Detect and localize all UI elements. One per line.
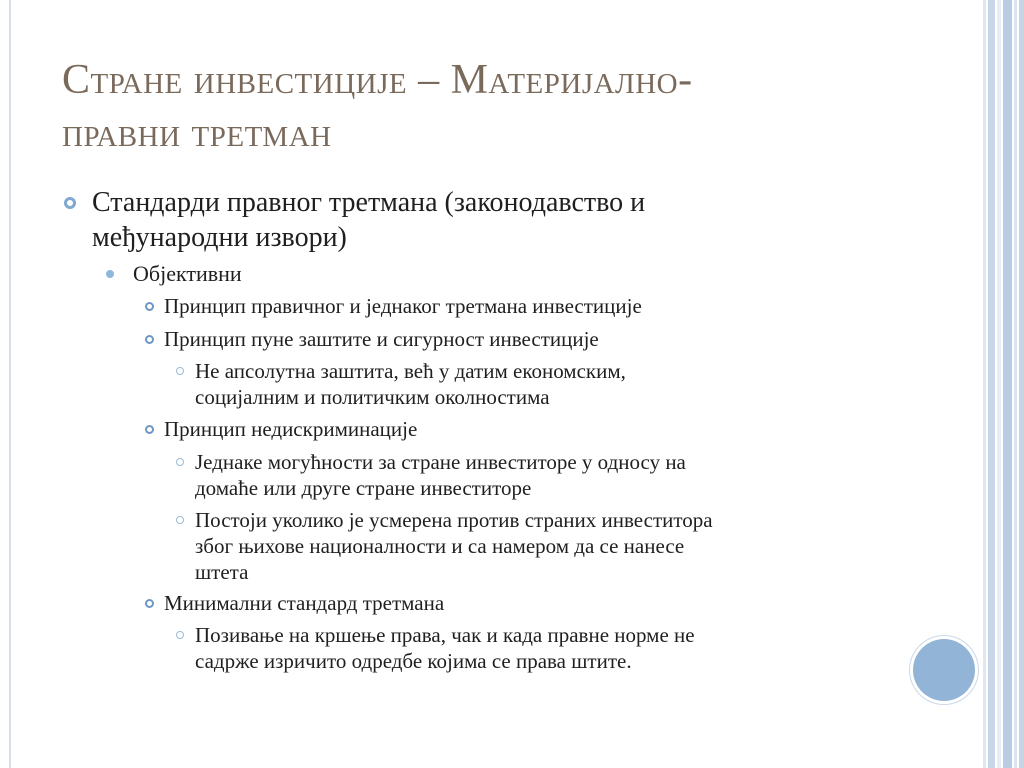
nondisc-note2-item [195, 507, 895, 585]
level1-bullet-icon [64, 197, 76, 209]
level3-bullet-icon [145, 335, 154, 344]
slide-title [62, 54, 922, 160]
level3-bullet-icon [145, 599, 154, 608]
min-standard-item: Минимални стандард третмана [164, 591, 445, 615]
level3-bullet-icon [145, 302, 154, 311]
right-stripe-4 [1003, 0, 1012, 768]
right-stripe-5 [1014, 0, 1017, 768]
decorative-circle [913, 639, 975, 701]
title-line-1: Стране инвестиције – Материјално- [62, 57, 693, 103]
title-line-2: правни третман [62, 110, 332, 156]
level4-bullet-icon [176, 516, 184, 524]
protection-note-item [195, 358, 895, 410]
nondisc-note2-line-3: штета [195, 560, 249, 584]
nondisc-note2-line-1: Постоји уколико је усмерена против страних инвеститора [195, 508, 713, 532]
protection-note-line-1: Не апсолутна заштита, већ у датим економским, [195, 359, 626, 383]
right-stripe-6 [1019, 0, 1024, 768]
left-border-line [9, 0, 11, 768]
principle-nondiscrimination-item: Принцип недискриминације [164, 417, 418, 441]
principle-fair-item: Принцип правичног и једнаког третмана инвестиције [164, 294, 642, 318]
level1-line-1: Стандарди правног третмана (законодавство и [92, 187, 646, 218]
level1-line-2: међународни извори) [92, 222, 347, 253]
level4-bullet-icon [176, 631, 184, 639]
principle-protection-item: Принцип пуне заштите и сигурност инвестиције [164, 327, 599, 351]
right-stripe-2 [988, 0, 995, 768]
level2-bullet-icon [106, 270, 114, 278]
right-stripe-1 [983, 0, 986, 768]
min-note-line-2: садрже изричито одредбе којима се права штите. [195, 649, 632, 673]
level4-bullet-icon [176, 367, 184, 375]
nondisc-note1-line-1: Једнаке могућности за стране инвеститоре у односу на [195, 450, 686, 474]
objective-item: Објективни [133, 261, 242, 286]
protection-note-line-2: социјалним и политичким околностима [195, 385, 550, 409]
right-stripe-3 [997, 0, 1001, 768]
nondisc-note1-item [195, 449, 895, 501]
level4-bullet-icon [176, 458, 184, 466]
nondisc-note1-line-2: домаће или друге стране инвеститоре [195, 476, 532, 500]
level1-item [92, 185, 892, 255]
nondisc-note2-line-2: због њихове националности и са намером да се нанесе [195, 534, 685, 558]
level3-bullet-icon [145, 425, 154, 434]
min-note-item [195, 622, 895, 674]
min-note-line-1: Позивање на кршење права, чак и када правне норме не [195, 623, 695, 647]
